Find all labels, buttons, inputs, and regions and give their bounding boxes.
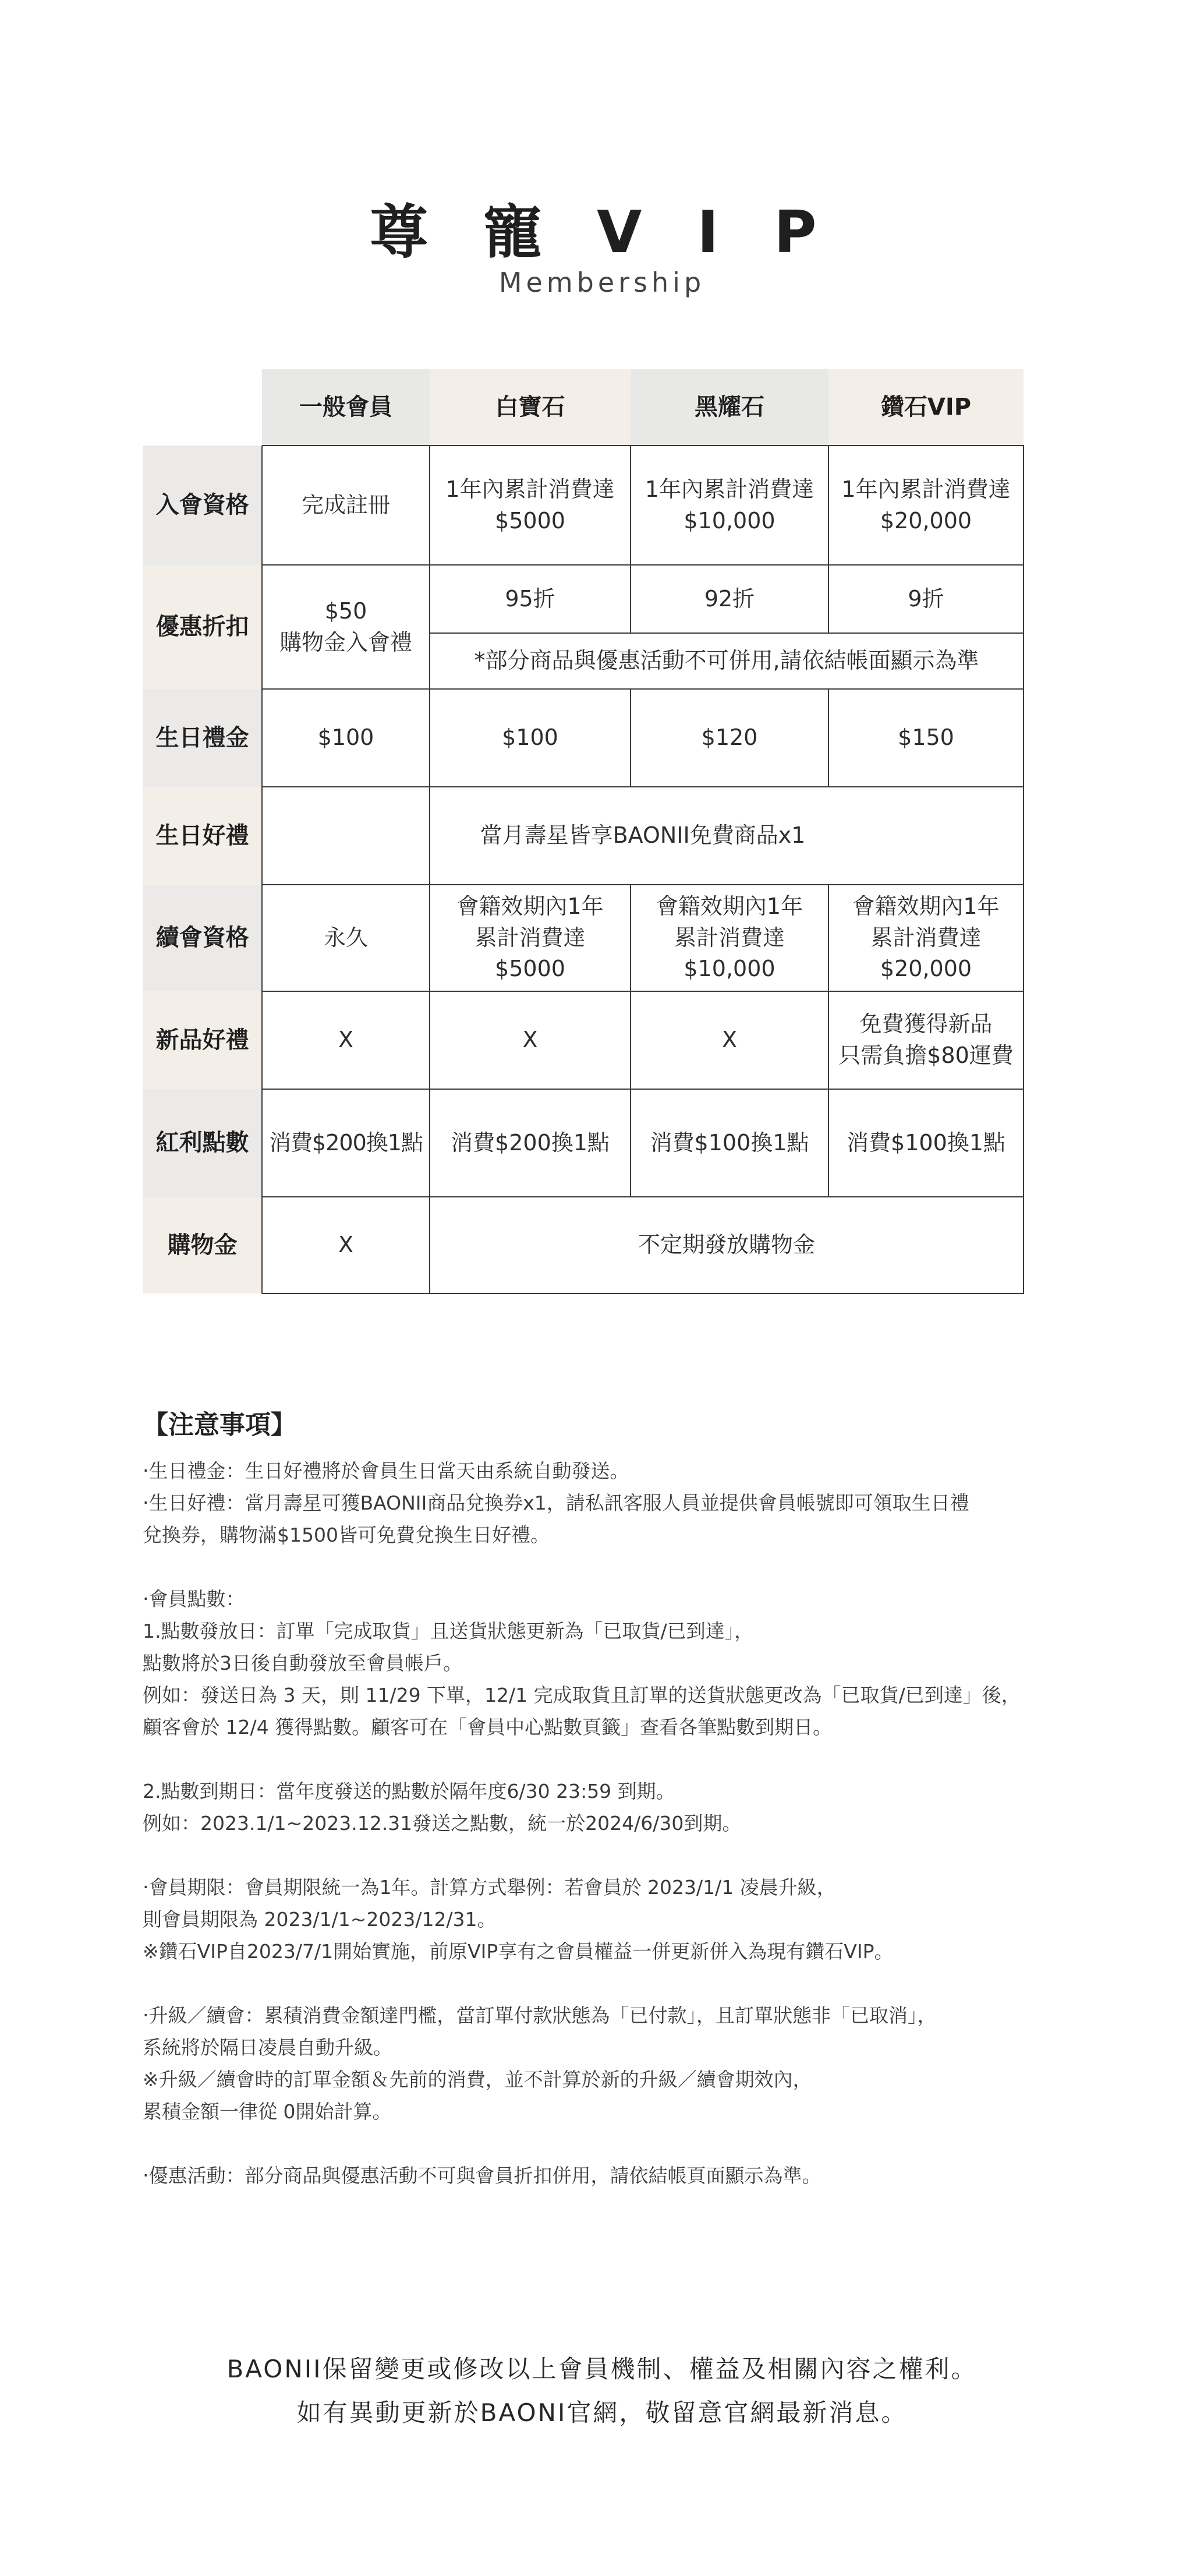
grid-line (630, 689, 631, 787)
birthday-gift-white-gem: $100 (502, 725, 558, 751)
renewal-basic: 永久 (323, 924, 368, 950)
note-line: 點數將於3日後自動發放至會員帳戶。 (143, 1652, 462, 1674)
grid-line (630, 885, 631, 1197)
grid-line (261, 446, 263, 1294)
note-line: 兌換券，購物滿$1500皆可免費兌換生日好禮。 (143, 1524, 550, 1546)
new-product-obsidian: X (721, 1027, 738, 1053)
note-line: ‧會員點數： (143, 1588, 245, 1610)
join-basic: 完成註冊 (301, 492, 390, 518)
birthday-gift-diamond-vip: $150 (898, 725, 954, 751)
new-product-diamond-vip: 免費獲得新品 只需負擔$80運費 (838, 1011, 1014, 1068)
points-basic: 消費$200換1點 (269, 1129, 423, 1156)
birthday-present-all: 當月壽星皆享BAONII免費商品x1 (480, 822, 806, 849)
grid-line (262, 1089, 1024, 1090)
grid-line (262, 991, 1024, 992)
page-title: 尊 寵 V I P (370, 198, 834, 266)
discount-basic: $50 購物金入會禮 (279, 598, 412, 655)
col-header-basic: 一般會員 (262, 369, 430, 446)
grid-line (262, 564, 1024, 566)
notes-list (143, 1455, 1086, 2192)
new-product-basic: X (338, 1027, 354, 1053)
birthday-gift-basic: $100 (317, 725, 374, 751)
grid-line (828, 689, 829, 787)
grid-line (1023, 446, 1024, 1294)
col-header-obsidian: 黑耀石 (631, 369, 828, 446)
note-spacer (143, 1743, 1086, 1775)
row-header-new-product: 新品好禮 (143, 991, 262, 1089)
row-header-points: 紅利點數 (143, 1089, 262, 1197)
note-line: ‧生日好禮：當月壽星可獲BAONII商品兌換券x1，請私訊客服人員並提供會員帳號即可領取生日禮 (143, 1492, 969, 1514)
note-line: 系統將於隔日凌晨自動升級。 (143, 2036, 392, 2059)
note-line: ‧會員期限：會員期限統一為1年。計算方式舉例：若會員於 2023/1/1 凌晨升級， (143, 1876, 836, 1899)
row-header-renewal: 續會資格 (143, 885, 262, 991)
row-header-credit: 購物金 (143, 1197, 262, 1294)
row-header-join: 入會資格 (143, 446, 262, 565)
note-line: 2.點數到期日：當年度發送的點數於隔年度6/30 23:59 到期。 (143, 1780, 675, 1803)
col-header-white-gem: 白寶石 (430, 369, 631, 446)
grid-line (262, 445, 1024, 446)
grid-line (262, 688, 1024, 690)
join-diamond-vip: 1年內累計消費達 $20,000 (841, 476, 1011, 533)
grid-line (262, 1196, 1024, 1197)
note-spacer (143, 1967, 1086, 1999)
birthday-gift-obsidian: $120 (701, 725, 758, 751)
note-line: ※鑽石VIP自2023/7/1開始實施，前原VIP享有之會員權益一併更新併入為現有鑽石VIP。 (143, 1940, 894, 1963)
discount-obsidian: 92折 (704, 585, 755, 612)
discount-note: *部分商品與優惠活動不可併用,請依結帳面顯示為準 (474, 648, 979, 674)
note-spacer (143, 2128, 1086, 2160)
grid-line (430, 632, 1024, 634)
join-obsidian: 1年內累計消費達 $10,000 (645, 476, 815, 533)
points-obsidian: 消費$100換1點 (650, 1129, 809, 1156)
footer-line-1: BAONII保留變更或修改以上會員機制、權益及相關內容之權利。 (226, 2355, 978, 2383)
page-subtitle: Membership (498, 267, 706, 298)
join-white-gem: 1年內累計消費達 $5000 (445, 476, 615, 533)
notes-title: 【注意事項】 (143, 1410, 296, 1440)
note-line: 則會員期限為 2023/1/1~2023/12/31。 (143, 1908, 497, 1931)
grid-line (429, 446, 430, 1294)
note-line: 例如：2023.1/1~2023.12.31發送之點數，統一於2024/6/30到期。 (143, 1812, 742, 1835)
footer-line-2: 如有異動更新於BAONI官網，敬留意官網最新消息。 (296, 2398, 908, 2427)
grid-line (262, 884, 1024, 885)
grid-line (828, 885, 829, 1197)
row-header-birthday-present: 生日好禮 (143, 787, 262, 885)
note-spacer (143, 1551, 1086, 1583)
note-line: ‧生日禮金：生日好禮將於會員生日當天由系統自動發送。 (143, 1460, 629, 1482)
grid-line (262, 786, 1024, 787)
renewal-diamond-vip: 會籍效期內1年 累計消費達 $20,000 (852, 893, 1000, 982)
col-header-diamond-vip: 鑽石VIP (828, 369, 1024, 446)
grid-line (828, 446, 829, 633)
grid-line (262, 1293, 1024, 1294)
points-white-gem: 消費$200換1點 (451, 1129, 610, 1156)
note-line: 例如：發送日為 3 天，則 11/29 下單，12/1 完成取貨且訂單的送貨狀態更改為「已取貨/已到達」後， (143, 1684, 1021, 1706)
note-line: ※升級／續會時的訂單金額＆先前的消費，並不計算於新的升級／續會期效內， (143, 2068, 812, 2091)
credit-basic: X (338, 1232, 354, 1258)
credit-others: 不定期發放購物金 (638, 1232, 815, 1258)
renewal-obsidian: 會籍效期內1年 累計消費達 $10,000 (656, 893, 803, 982)
note-line: 1.點數發放日：訂單「完成取貨」且送貨狀態更新為「已取貨/已到達」， (143, 1620, 754, 1642)
note-line: ‧升級／續會：累積消費金額達門檻，當訂單付款狀態為「已付款」，且訂單狀態非「已取消」， (143, 2004, 937, 2027)
row-header-discount: 優惠折扣 (143, 565, 262, 689)
row-header-birthday-gift: 生日禮金 (143, 689, 262, 787)
note-line: 顧客會於 12/4 獲得點數。顧客可在「會員中心點數頁籤」查看各筆點數到期日。 (143, 1716, 833, 1738)
renewal-white-gem: 會籍效期內1年 累計消費達 $5000 (456, 893, 604, 982)
note-spacer (143, 1839, 1086, 1871)
new-product-white-gem: X (522, 1027, 538, 1053)
grid-line (630, 446, 631, 633)
note-line: 累積金額一律從 0開始計算。 (143, 2100, 392, 2123)
note-line: ‧優惠活動：部分商品與優惠活動不可與會員折扣併用，請依結帳頁面顯示為準。 (143, 2164, 821, 2187)
discount-diamond-vip: 9折 (908, 585, 944, 612)
points-diamond-vip: 消費$100換1點 (847, 1129, 1005, 1156)
discount-white-gem: 95折 (505, 585, 555, 612)
